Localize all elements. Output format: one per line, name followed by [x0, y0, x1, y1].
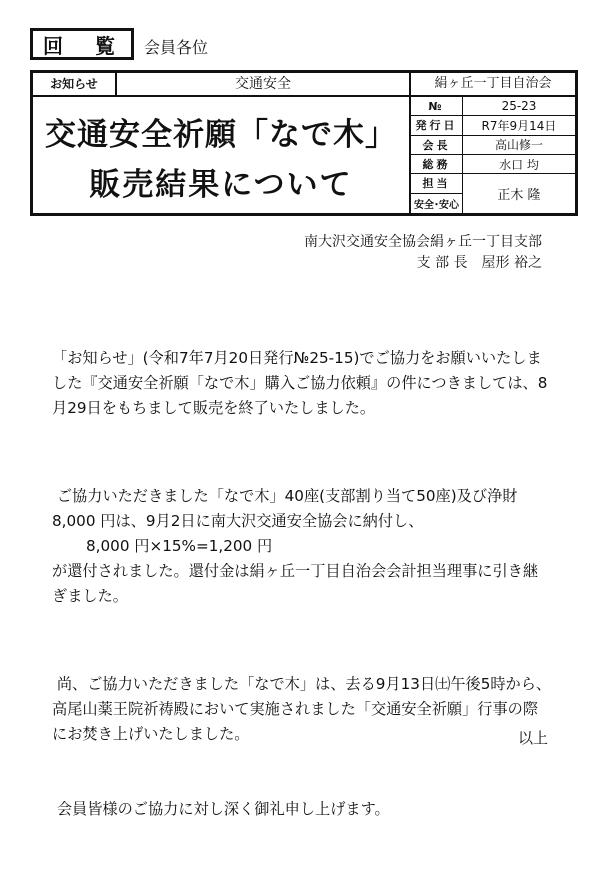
kairan-stamp: 回 覧: [30, 28, 134, 60]
paragraph-4: 会員皆様のご協力に対し深く御礼申し上げます。: [52, 800, 390, 818]
author-role: 支 部 長: [416, 255, 468, 271]
org-name: 絹ヶ丘一丁目自治会: [411, 73, 575, 97]
paragraph-2b: が還付されました。還付金は絹ヶ丘一丁目自治会会計担当理事に引き継ぎました。: [52, 562, 538, 605]
closing: 以上: [517, 729, 548, 747]
notice-header: [30, 70, 578, 216]
info-grid: [411, 97, 575, 213]
number-value: 25-23: [463, 97, 575, 116]
number-label: №: [411, 97, 463, 116]
title-line-1: 交通安全祈願「なで木」: [45, 117, 397, 153]
tanto-value: 正木 隆: [497, 188, 541, 204]
author-org: 南大沢交通安全協会絹ヶ丘一丁目支部: [304, 234, 542, 250]
category: 交通安全: [235, 76, 291, 92]
paragraph-2: [52, 484, 552, 609]
body-text: [52, 296, 552, 860]
paragraph-2a: ご協力いただきました「なで木」40座(支部割り当て50座)及び浄財8,000 円は、9月2日に南大沢交通安全協会に納付し、: [52, 487, 518, 530]
issue-date-label: 発行日: [411, 116, 463, 135]
author-name-line: [304, 253, 542, 273]
title-line-2: 販売結果について: [89, 167, 353, 203]
author-block: [304, 232, 542, 273]
notice-label: お知らせ: [33, 73, 117, 95]
anzen-label: 安全･安心: [411, 194, 463, 213]
paragraph-1: 「お知らせ」(令和7年7月20日発行№25-15)でご協力をお願いいたしました『交通安全祈願「なで木」購入ご協力依頼』の件につきましては、8月29日をもちまして販売を終了いたしました。: [52, 349, 548, 417]
refund-formula: 8,000 円×15%=1,200 円: [86, 537, 273, 555]
president-value: 高山修一: [463, 136, 575, 155]
author-name: 屋形 裕之: [481, 255, 542, 271]
addressee: 会員各位: [144, 38, 209, 57]
general-affairs-value: 水口 均: [463, 155, 575, 174]
paragraph-3: 尚、ご協力いただきました「なで木」は、去る9月13日㈯午後5時から、高尾山薬王院祈祷殿において実施されました「交通安全祈願」行事の際にお焚き上げいたしました。: [52, 675, 552, 743]
tanto-label: 担当: [411, 174, 463, 193]
header-left-top: [33, 73, 409, 97]
issue-date-value: R7年9月14日: [463, 116, 575, 135]
general-affairs-label: 総務: [411, 155, 463, 174]
header-left: [33, 73, 411, 213]
header-right: [411, 73, 575, 213]
president-label: 会長: [411, 136, 463, 155]
